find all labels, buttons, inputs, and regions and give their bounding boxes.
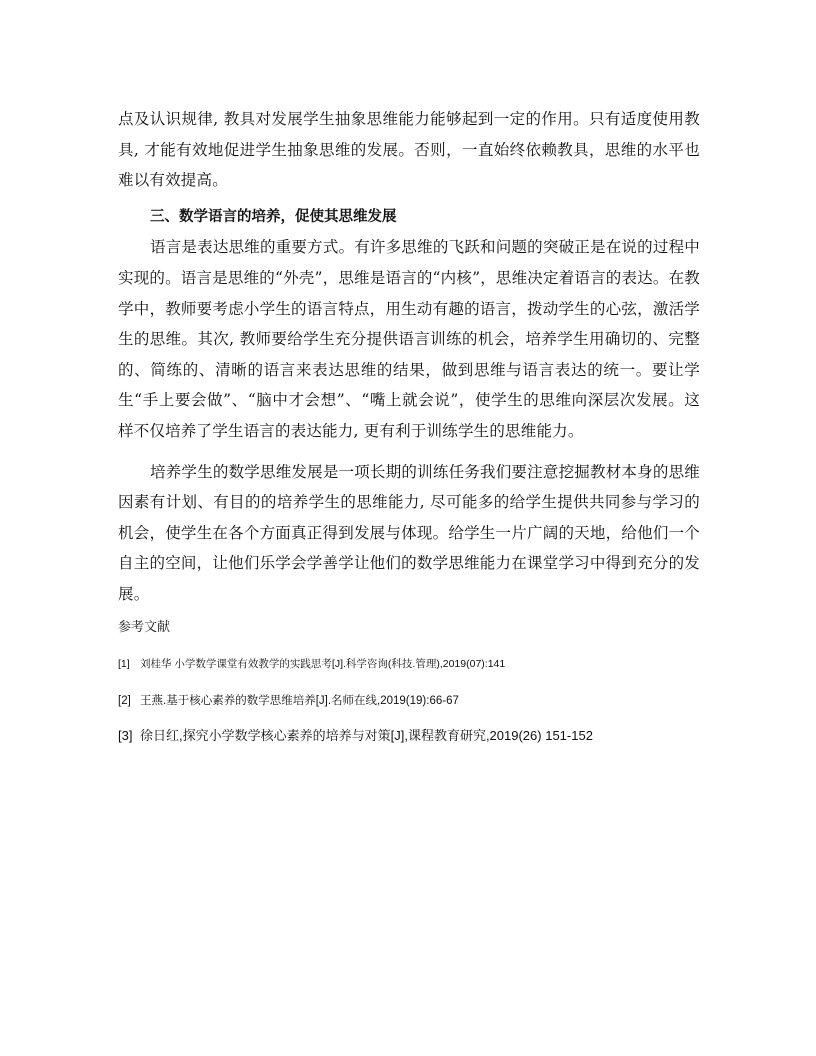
reference-number: [1] xyxy=(118,657,130,670)
reference-number: [3] xyxy=(118,727,133,743)
reference-number: [2] xyxy=(118,694,131,707)
reference-text: 王燕.基于核心素养的数学思维培养[J].名师在线,2019(19):66-67 xyxy=(140,694,459,707)
section-heading: 三、数学语言的培养，促使其思维发展 xyxy=(150,208,397,225)
reference-text: 徐日红,探究小学数学核心素养的培养与对策[J],课程教育研究,2019(26) 151-152 xyxy=(140,727,593,743)
paragraph-language: 语言是表达思维的重要方式。有许多思维的飞跃和问题的突破正是在说的过程中实现的。语言是思维的“外壳”，思维是语言的“内核”，思维决定着语言的表达。在教学中，教师要考虑小学生的语言特点，用生动有趣的语言，拨动学生的心弦，激活学生的思维。其次, 教师要给学生充分提供语言训练的机会，培养学生用确切的、完整的、简练的、清晰的语言来表达思维的结果，做到思维与语言表达的统一。要让学生“手上要会做”、“脑中才会想”、“嘴上就会说”，使学生的思维向深层次发展。这样不仅培养了学生语言的表达能力, 更有利于训练学生的思维能力。 xyxy=(118,238,700,440)
reference-text: 刘桂华 小学数学课堂有效教学的实践思考[J].科学咨询(科技.管理),2019(07):141 xyxy=(140,657,506,670)
paragraph-continued: 点及认识规律, 教具对发展学生抽象思维能力能够起到一定的作用。只有适度使用教具, 才能有效地促进学生抽象思维的发展。否则，一直始终依赖教具，思维的水平也难以有效提高。 xyxy=(118,110,700,190)
reference-list xyxy=(118,656,700,746)
reference-item xyxy=(118,726,700,746)
references-title: 参考文献 xyxy=(118,619,171,635)
reference-item xyxy=(118,692,700,710)
page-content xyxy=(118,104,700,746)
reference-item xyxy=(118,656,700,672)
paragraph-conclusion: 培养学生的数学思维发展是一项长期的训练任务我们要注意挖掘教材本身的思维因素有计划、有目的的培养学生的思维能力, 尽可能多的给学生提供共同参与学习的机会，使学生在各个方面真正得到发展与体现。给学生一片广阔的天地，给他们一个自主的空间，让他们乐学会学善学让他们的数学思维能力在课堂学习中得到充分的发展。 xyxy=(118,462,700,603)
